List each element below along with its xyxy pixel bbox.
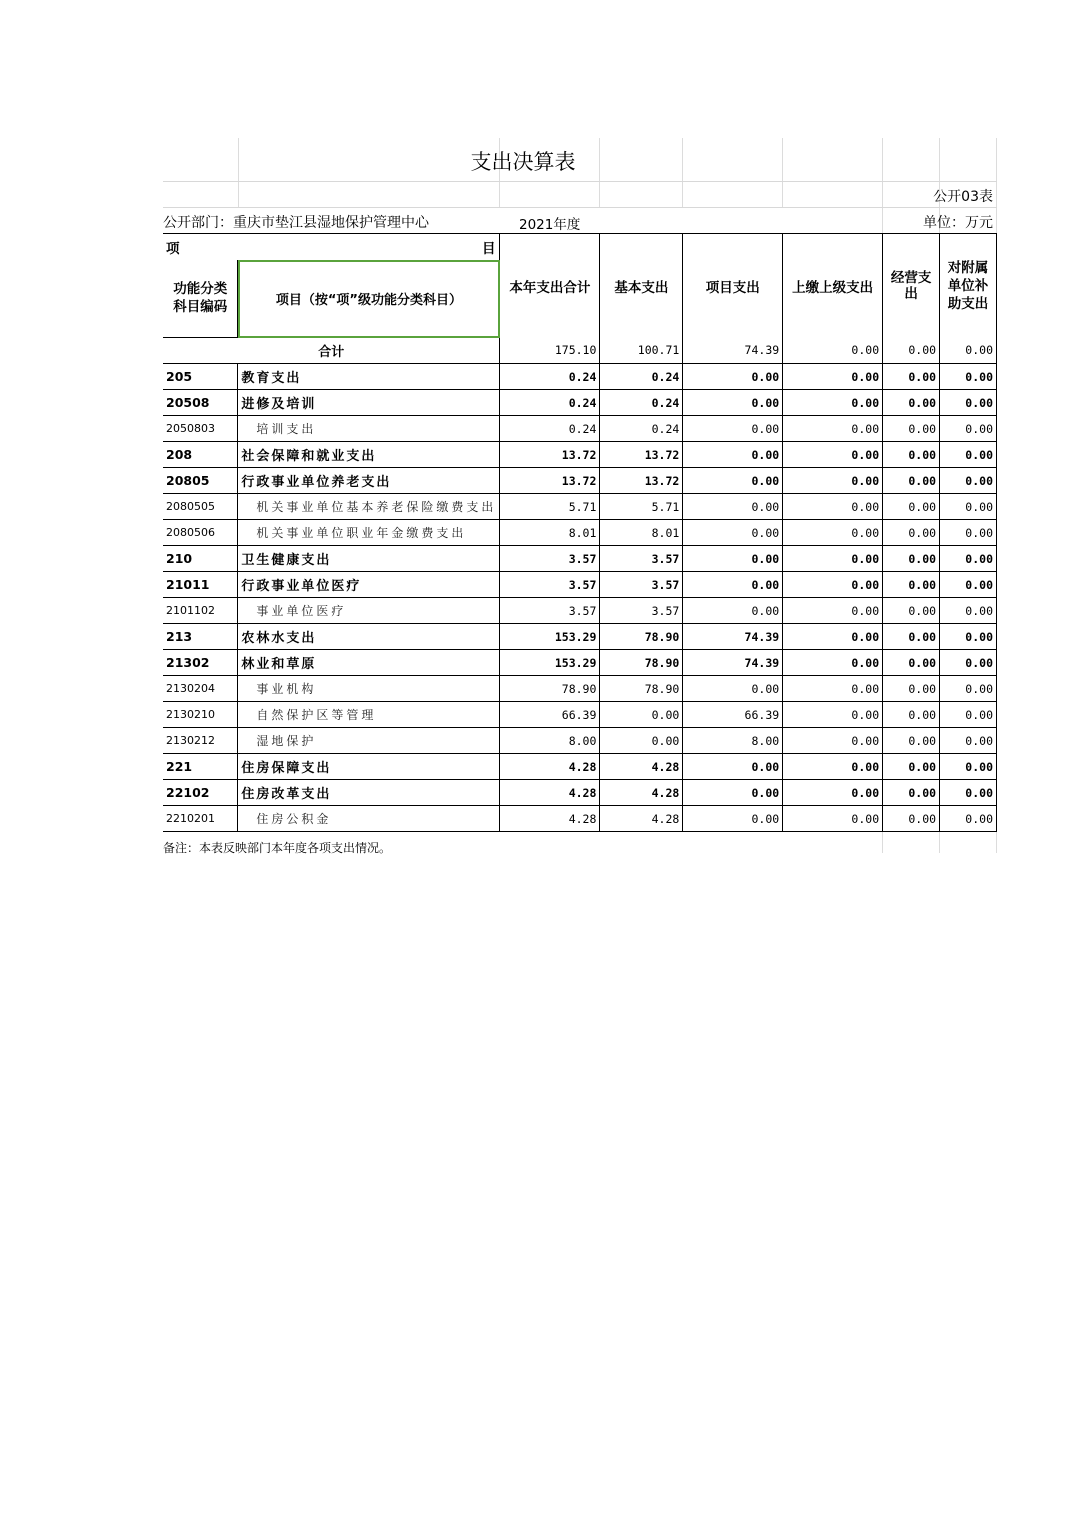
- header-xiang: 项: [166, 240, 180, 257]
- row-value: 78.90: [600, 650, 683, 676]
- row-value: 4.28: [600, 780, 683, 806]
- row-value: 0.00: [883, 728, 940, 754]
- row-name: 事业机构: [238, 676, 500, 702]
- row-value: 0.00: [783, 650, 883, 676]
- total-value: 0.00: [940, 338, 997, 364]
- row-value: 0.00: [783, 468, 883, 494]
- row-name: 林业和草原: [238, 650, 500, 676]
- header-upper: 上缴上级支出: [783, 234, 883, 338]
- row-value: 4.28: [600, 754, 683, 780]
- table-row: [163, 572, 997, 598]
- row-code: 210: [163, 546, 238, 572]
- row-value: 3.57: [600, 546, 683, 572]
- row-value: 0.00: [600, 702, 683, 728]
- table-row: [163, 702, 997, 728]
- row-value: 8.01: [600, 520, 683, 546]
- row-value: 0.00: [783, 494, 883, 520]
- header-code: 功能分类科目编码: [163, 260, 238, 338]
- row-value: 0.24: [500, 364, 600, 390]
- row-value: 0.24: [600, 364, 683, 390]
- table-row: [163, 494, 997, 520]
- row-value: 78.90: [500, 676, 600, 702]
- row-value: 0.00: [940, 624, 997, 650]
- row-value: 0.00: [940, 702, 997, 728]
- row-value: 0.00: [940, 676, 997, 702]
- row-value: 0.00: [940, 598, 997, 624]
- row-value: 0.24: [600, 390, 683, 416]
- total-value: 0.00: [783, 338, 883, 364]
- row-code: 2130212: [163, 728, 238, 754]
- table-row: [163, 650, 997, 676]
- row-code: 21302: [163, 650, 238, 676]
- row-value: 0.00: [940, 520, 997, 546]
- row-name: 培训支出: [238, 416, 500, 442]
- row-value: 0.00: [783, 806, 883, 832]
- table-row: [163, 364, 997, 390]
- total-value: 100.71: [600, 338, 683, 364]
- row-name: 农林水支出: [238, 624, 500, 650]
- row-value: 0.00: [683, 806, 783, 832]
- row-value: 0.00: [940, 468, 997, 494]
- row-value: 0.00: [940, 494, 997, 520]
- row-name: 湿地保护: [238, 728, 500, 754]
- row-value: 0.00: [883, 624, 940, 650]
- table-row: [163, 520, 997, 546]
- row-value: 0.00: [940, 754, 997, 780]
- row-value: 0.00: [883, 754, 940, 780]
- row-value: 0.00: [783, 624, 883, 650]
- table-row: [163, 468, 997, 494]
- row-value: 0.00: [883, 806, 940, 832]
- row-value: 0.00: [883, 494, 940, 520]
- row-value: 0.00: [883, 468, 940, 494]
- total-value: 0.00: [883, 338, 940, 364]
- table-row: [163, 806, 997, 832]
- row-value: 66.39: [500, 702, 600, 728]
- fiscal-year: 2021年度: [519, 217, 581, 233]
- row-code: 2080506: [163, 520, 238, 546]
- row-name: 卫生健康支出: [238, 546, 500, 572]
- footnote: 备注：本表反映部门本年度各项支出情况。: [163, 841, 392, 855]
- row-value: 0.00: [940, 442, 997, 468]
- total-value: 175.10: [500, 338, 600, 364]
- row-value: 0.00: [883, 416, 940, 442]
- row-value: 0.00: [883, 364, 940, 390]
- row-code: 20805: [163, 468, 238, 494]
- row-code: 22102: [163, 780, 238, 806]
- row-value: 0.00: [683, 754, 783, 780]
- row-value: 3.57: [600, 572, 683, 598]
- row-code: 208: [163, 442, 238, 468]
- row-value: 4.28: [600, 806, 683, 832]
- row-name: 住房保障支出: [238, 754, 500, 780]
- row-name: 住房改革支出: [238, 780, 500, 806]
- row-value: 78.90: [600, 676, 683, 702]
- table-row: [163, 546, 997, 572]
- row-value: 0.00: [783, 598, 883, 624]
- row-value: 66.39: [683, 702, 783, 728]
- header-xiang-mu: [163, 234, 500, 260]
- row-value: 0.00: [883, 702, 940, 728]
- row-value: 0.00: [783, 754, 883, 780]
- row-value: 0.00: [940, 364, 997, 390]
- row-value: 0.00: [683, 676, 783, 702]
- row-value: 4.28: [500, 780, 600, 806]
- row-value: 0.00: [683, 598, 783, 624]
- row-code: 2210201: [163, 806, 238, 832]
- table-row: [163, 390, 997, 416]
- row-value: 8.00: [683, 728, 783, 754]
- row-value: 0.00: [940, 572, 997, 598]
- row-value: 13.72: [500, 442, 600, 468]
- table-row: [163, 624, 997, 650]
- header-project: 项目支出: [683, 234, 783, 338]
- row-code: 21011: [163, 572, 238, 598]
- table-row: [163, 442, 997, 468]
- row-name: 住房公积金: [238, 806, 500, 832]
- row-code: 2130210: [163, 702, 238, 728]
- header-basic: 基本支出: [600, 234, 683, 338]
- row-name: 社会保障和就业支出: [238, 442, 500, 468]
- total-row: [163, 338, 997, 364]
- row-value: 0.00: [940, 650, 997, 676]
- table-row: [163, 416, 997, 442]
- data-rows: [163, 364, 997, 832]
- row-value: 0.00: [683, 572, 783, 598]
- row-value: 0.00: [783, 442, 883, 468]
- row-value: 0.00: [783, 780, 883, 806]
- header-total: 本年支出合计: [500, 234, 600, 338]
- row-value: 0.00: [783, 728, 883, 754]
- row-code: 2050803: [163, 416, 238, 442]
- table-row: [163, 754, 997, 780]
- department-label: 公开部门：重庆市垫江县湿地保护管理中心: [163, 215, 429, 231]
- row-code: 205: [163, 364, 238, 390]
- row-name: 机关事业单位职业年金缴费支出: [238, 520, 500, 546]
- row-value: 0.00: [683, 468, 783, 494]
- row-value: 0.00: [683, 442, 783, 468]
- row-value: 0.00: [883, 520, 940, 546]
- row-value: 0.00: [883, 780, 940, 806]
- row-value: 3.57: [500, 546, 600, 572]
- row-value: 3.57: [600, 598, 683, 624]
- row-value: 13.72: [500, 468, 600, 494]
- row-value: 4.28: [500, 806, 600, 832]
- row-value: 3.57: [500, 598, 600, 624]
- row-value: 0.00: [940, 390, 997, 416]
- row-value: 0.24: [500, 390, 600, 416]
- row-value: 0.00: [883, 390, 940, 416]
- row-value: 13.72: [600, 468, 683, 494]
- row-value: 3.57: [500, 572, 600, 598]
- row-value: 0.24: [500, 416, 600, 442]
- row-value: 0.00: [940, 806, 997, 832]
- row-value: 0.00: [783, 702, 883, 728]
- row-code: 20508: [163, 390, 238, 416]
- row-value: 0.00: [940, 546, 997, 572]
- row-value: 0.00: [783, 546, 883, 572]
- row-value: 0.00: [683, 494, 783, 520]
- row-value: 0.00: [600, 728, 683, 754]
- header-mu: 目: [481, 240, 496, 257]
- row-value: 0.00: [883, 572, 940, 598]
- row-code: 213: [163, 624, 238, 650]
- unit-label: 单位：万元: [923, 215, 993, 231]
- row-value: 0.00: [683, 416, 783, 442]
- row-value: 5.71: [500, 494, 600, 520]
- row-value: 0.00: [783, 416, 883, 442]
- table-row: [163, 728, 997, 754]
- header-business: 经营支出: [883, 234, 940, 338]
- header-subsidy: 对附属单位补助支出: [940, 234, 997, 338]
- row-name: 机关事业单位基本养老保险缴费支出: [238, 494, 500, 520]
- row-value: 0.00: [683, 364, 783, 390]
- row-value: 0.00: [883, 676, 940, 702]
- row-value: 0.00: [940, 780, 997, 806]
- table-row: [163, 780, 997, 806]
- expenditure-table: [163, 233, 997, 832]
- table-row: [163, 676, 997, 702]
- row-value: 0.00: [883, 546, 940, 572]
- row-value: 0.00: [940, 728, 997, 754]
- row-code: 2080505: [163, 494, 238, 520]
- row-name: 进修及培训: [238, 390, 500, 416]
- row-value: 0.24: [600, 416, 683, 442]
- row-value: 153.29: [500, 624, 600, 650]
- row-name: 行政事业单位医疗: [238, 572, 500, 598]
- row-value: 0.00: [883, 442, 940, 468]
- total-value: 74.39: [683, 338, 783, 364]
- grid-line: [163, 207, 997, 208]
- row-value: 0.00: [683, 780, 783, 806]
- row-value: 0.00: [783, 676, 883, 702]
- row-value: 0.00: [683, 520, 783, 546]
- row-code: 2130204: [163, 676, 238, 702]
- row-value: 0.00: [883, 598, 940, 624]
- row-value: 0.00: [883, 650, 940, 676]
- total-label: 合计: [163, 338, 500, 364]
- row-value: 0.00: [783, 364, 883, 390]
- table-row: [163, 598, 997, 624]
- form-number: 公开03表: [933, 189, 993, 205]
- row-code: 221: [163, 754, 238, 780]
- row-value: 74.39: [683, 650, 783, 676]
- row-value: 8.01: [500, 520, 600, 546]
- row-name: 行政事业单位养老支出: [238, 468, 500, 494]
- row-value: 5.71: [600, 494, 683, 520]
- row-value: 0.00: [683, 546, 783, 572]
- row-code: 2101102: [163, 598, 238, 624]
- row-value: 0.00: [783, 390, 883, 416]
- header-name-cell[interactable]: 项目（按“项”级功能分类科目）: [238, 260, 500, 338]
- row-value: 4.28: [500, 754, 600, 780]
- row-value: 0.00: [683, 390, 783, 416]
- row-name: 自然保护区等管理: [238, 702, 500, 728]
- row-value: 153.29: [500, 650, 600, 676]
- row-value: 0.00: [783, 520, 883, 546]
- row-value: 0.00: [783, 572, 883, 598]
- row-value: 13.72: [600, 442, 683, 468]
- table-title: 支出决算表: [470, 150, 576, 174]
- row-value: 74.39: [683, 624, 783, 650]
- row-value: 78.90: [600, 624, 683, 650]
- row-value: 8.00: [500, 728, 600, 754]
- row-value: 0.00: [940, 416, 997, 442]
- row-name: 教育支出: [238, 364, 500, 390]
- row-name: 事业单位医疗: [238, 598, 500, 624]
